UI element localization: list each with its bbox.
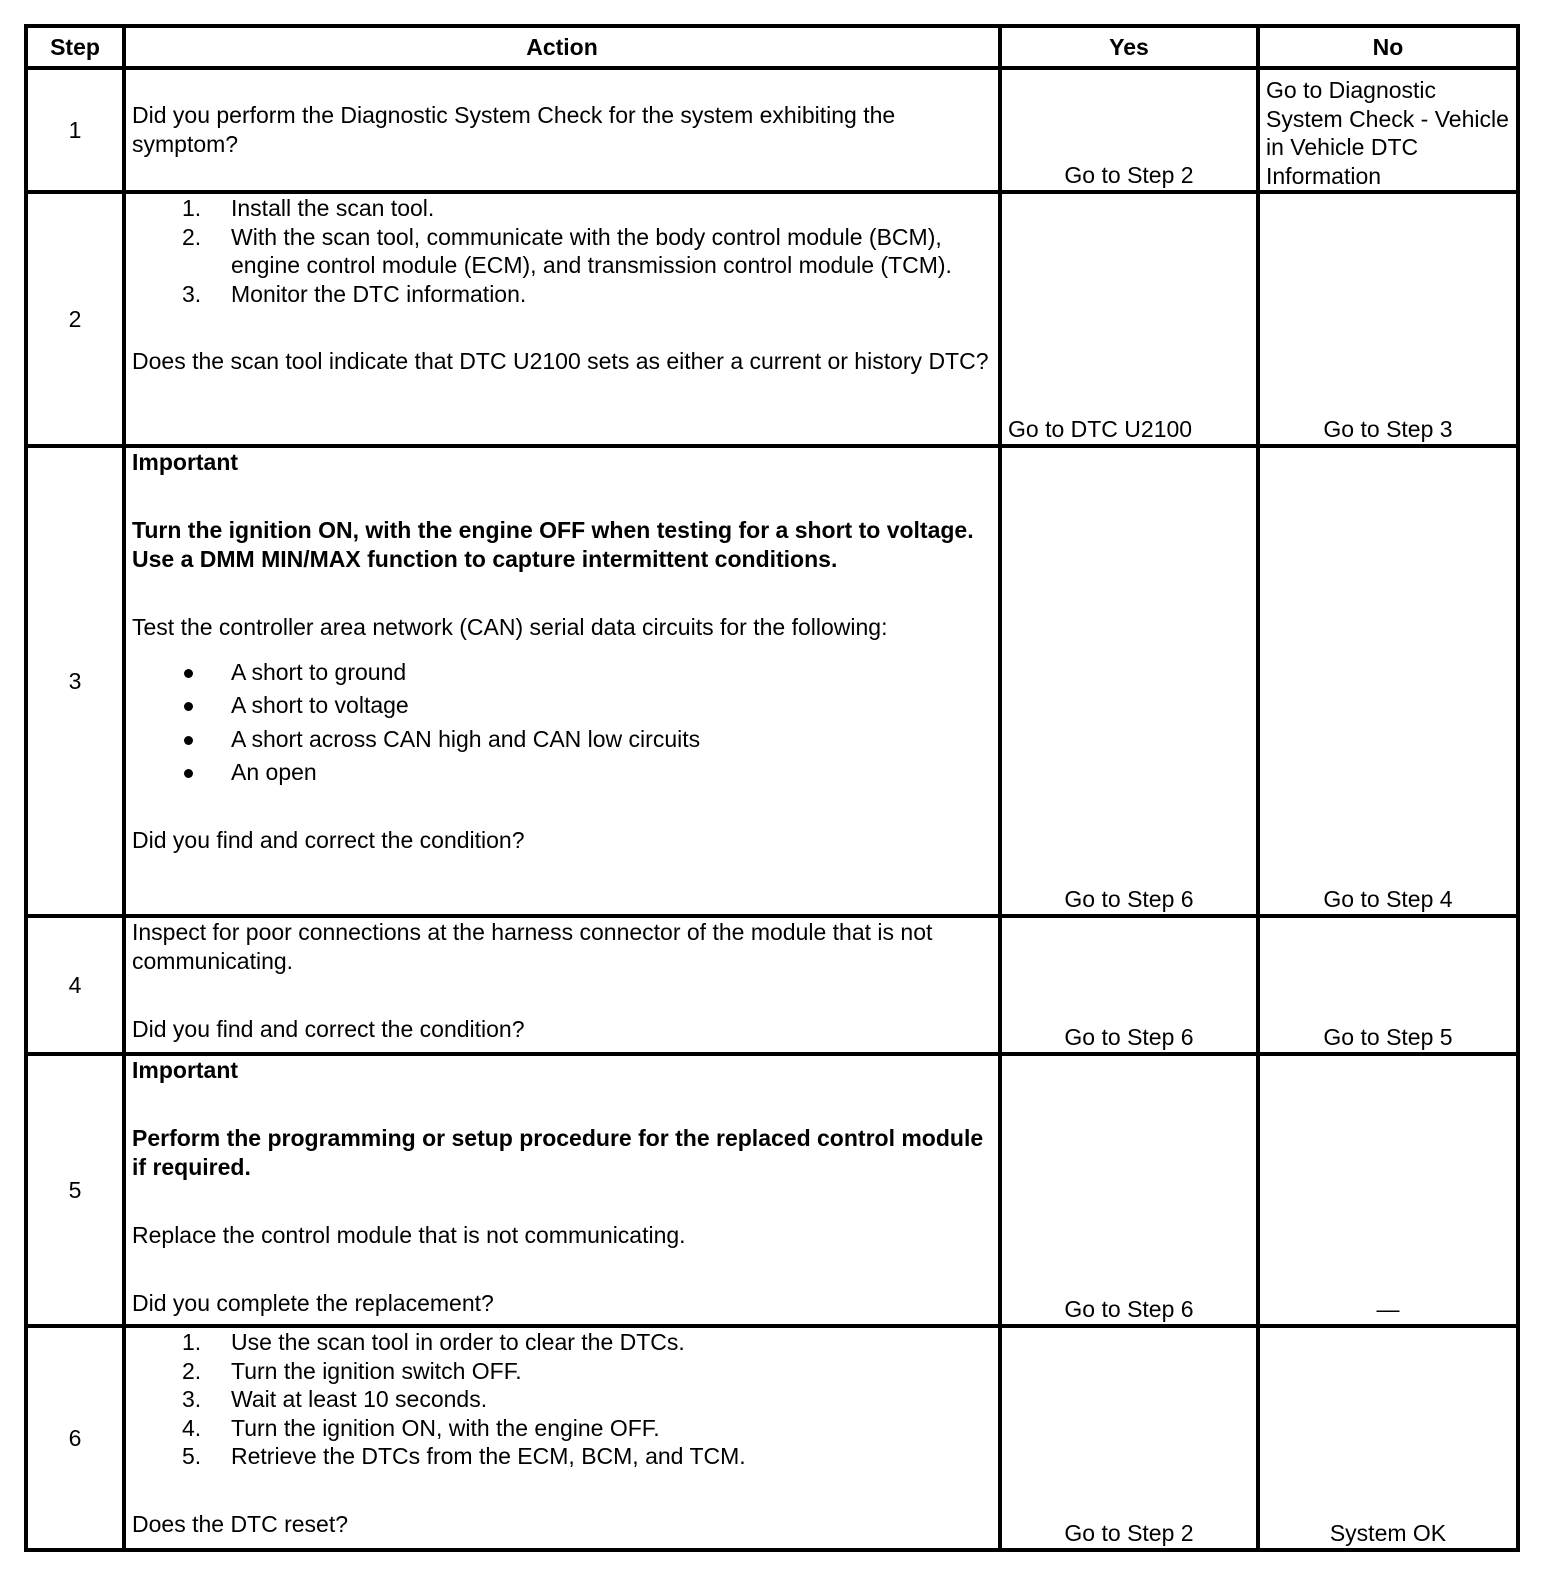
yes-outcome: Go to Step 6 xyxy=(1000,446,1258,916)
yes-outcome: Go to Step 2 xyxy=(1000,1326,1258,1550)
step-number: 5 xyxy=(26,1054,124,1326)
item-text: A short across CAN high and CAN low circuits xyxy=(231,725,701,752)
question-text: Does the DTC reset? xyxy=(132,1510,349,1537)
list-item xyxy=(132,656,992,689)
item-number: 4. xyxy=(182,1414,202,1441)
yes-outcome: Go to DTC U2100 xyxy=(1000,192,1258,446)
item-text: With the scan tool, communicate with the body control module (BCM), engine control module (ECM), and transmission control module (TCM). xyxy=(231,223,952,279)
action-cell xyxy=(124,1054,1000,1326)
yes-outcome: Go to Step 2 xyxy=(1000,68,1258,192)
table-row xyxy=(26,916,1518,1054)
item-text: Use the scan tool in order to clear the DTCs. xyxy=(231,1329,685,1355)
item-text: Turn the ignition switch OFF. xyxy=(231,1357,522,1384)
important-title: Important xyxy=(132,1057,239,1083)
no-outcome: Go to Step 4 xyxy=(1258,446,1518,916)
condition-list xyxy=(132,656,992,790)
important-note: Perform the programming or setup procedure for the replaced control module if required. xyxy=(132,1125,984,1180)
list-item xyxy=(132,1442,992,1471)
step-number: 2 xyxy=(26,192,124,446)
header-yes: Yes xyxy=(1000,26,1258,68)
action-cell xyxy=(124,192,1000,446)
step-number: 6 xyxy=(26,1326,124,1550)
question-text: Did you perform the Diagnostic System Check for the system exhibiting the symptom? xyxy=(132,102,896,157)
list-item xyxy=(132,756,992,789)
item-text: Monitor the DTC information. xyxy=(231,280,527,307)
header-action: Action xyxy=(124,26,1000,68)
list-item xyxy=(132,1357,992,1386)
action-cell xyxy=(124,446,1000,916)
instruction-text: Replace the control module that is not communicating. xyxy=(132,1222,686,1248)
table-row xyxy=(26,446,1518,916)
question-text: Does the scan tool indicate that DTC U2100 sets as either a current or history DTC? xyxy=(132,348,989,375)
action-cell xyxy=(124,68,1000,192)
item-text: Turn the ignition ON, with the engine OFF. xyxy=(231,1414,660,1441)
table-row xyxy=(26,192,1518,446)
bullet-icon xyxy=(184,769,193,778)
list-item xyxy=(132,1414,992,1443)
instruction-list xyxy=(132,1328,992,1471)
step-number: 3 xyxy=(26,446,124,916)
no-outcome: — xyxy=(1258,1054,1518,1326)
yes-outcome: Go to Step 6 xyxy=(1000,916,1258,1054)
list-item xyxy=(132,194,992,223)
instruction-list xyxy=(132,194,992,308)
list-item xyxy=(132,1385,992,1414)
item-text: Wait at least 10 seconds. xyxy=(231,1386,488,1413)
item-number: 3. xyxy=(182,1386,202,1413)
bullet-icon xyxy=(184,736,193,745)
list-item xyxy=(132,223,992,280)
item-text: A short to voltage xyxy=(231,692,409,719)
item-number: 3. xyxy=(182,280,202,307)
header-step: Step xyxy=(26,26,124,68)
item-number: 2. xyxy=(182,1357,202,1384)
action-cell xyxy=(124,1326,1000,1550)
list-item xyxy=(132,1328,992,1357)
header-row xyxy=(26,26,1518,68)
instruction-text: Inspect for poor connections at the harness connector of the module that is not communicating. xyxy=(132,919,933,974)
question-text: Did you find and correct the condition? xyxy=(132,1016,525,1042)
item-text: An open xyxy=(231,759,317,786)
action-cell xyxy=(124,916,1000,1054)
instruction-text: Test the controller area network (CAN) serial data circuits for the following: xyxy=(132,614,888,640)
item-number: 1. xyxy=(182,195,202,221)
list-item xyxy=(132,723,992,756)
important-title: Important xyxy=(132,449,239,475)
table-row xyxy=(26,1326,1518,1550)
bullet-icon xyxy=(184,669,193,678)
yes-outcome: Go to Step 6 xyxy=(1000,1054,1258,1326)
bullet-icon xyxy=(184,702,193,711)
item-number: 5. xyxy=(182,1443,202,1470)
item-text: A short to ground xyxy=(231,659,407,685)
no-outcome: Go to Diagnostic System Check - Vehicle in Vehicle DTC Information xyxy=(1258,68,1518,192)
diagnostic-table xyxy=(24,24,1520,1552)
item-number: 2. xyxy=(182,223,202,250)
list-item xyxy=(132,689,992,722)
item-text: Retrieve the DTCs from the ECM, BCM, and TCM. xyxy=(231,1443,746,1470)
step-number: 1 xyxy=(26,68,124,192)
question-text: Did you complete the replacement? xyxy=(132,1290,494,1316)
list-item xyxy=(132,280,992,309)
table-row xyxy=(26,1054,1518,1326)
no-outcome: Go to Step 5 xyxy=(1258,916,1518,1054)
question-text: Did you find and correct the condition? xyxy=(132,826,525,853)
important-note: Turn the ignition ON, with the engine OFF when testing for a short to voltage. Use a DMM MIN/MAX function to capture intermittent conditions. xyxy=(132,517,974,572)
header-no: No xyxy=(1258,26,1518,68)
step-number: 4 xyxy=(26,916,124,1054)
no-outcome: System OK xyxy=(1258,1326,1518,1550)
item-text: Install the scan tool. xyxy=(231,195,435,221)
item-number: 1. xyxy=(182,1329,202,1355)
table-row xyxy=(26,68,1518,192)
no-outcome: Go to Step 3 xyxy=(1258,192,1518,446)
